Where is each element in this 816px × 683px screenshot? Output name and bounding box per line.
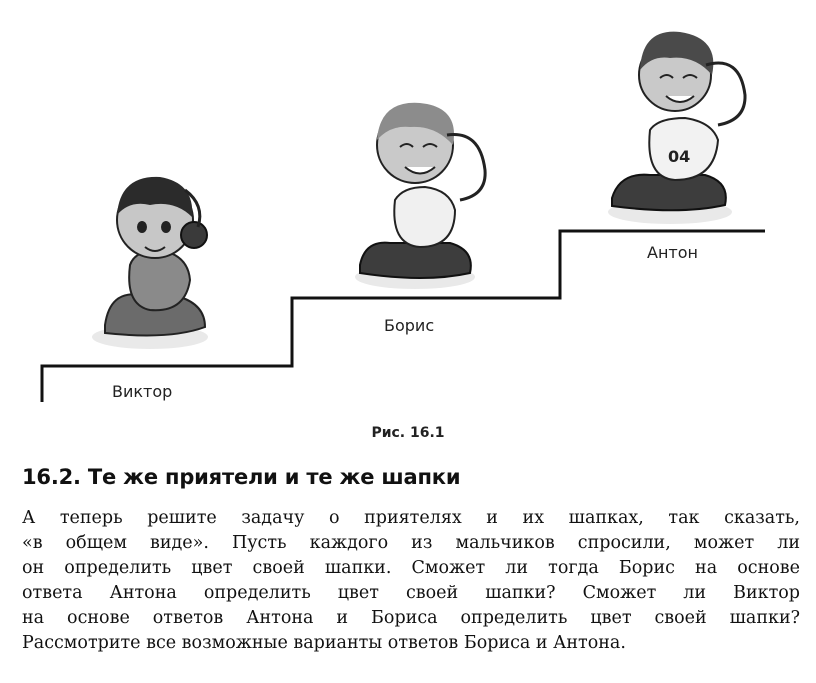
body-line: ответа Антона определить цвет своей шапки? Сможет ли Виктор bbox=[22, 583, 800, 603]
section-body bbox=[22, 506, 800, 656]
boy-viktor-illustration bbox=[92, 177, 208, 349]
body-line: он определить цвет своей шапки. Сможет ли тогда Борис на основе bbox=[22, 558, 800, 578]
label-boris: Борис bbox=[384, 316, 435, 335]
svg-text:04: 04 bbox=[668, 147, 691, 166]
body-line: А теперь решите задачу о приятелях и их шапках, так сказать, bbox=[22, 508, 800, 528]
section-title: 16.2. Те же приятели и те же шапки bbox=[22, 465, 461, 489]
boy-boris-illustration bbox=[355, 103, 485, 289]
label-anton: Антон bbox=[647, 243, 698, 262]
boy-anton-illustration bbox=[608, 32, 745, 224]
body-line: на основе ответов Антона и Бориса определить цвет своей шапки? bbox=[22, 608, 800, 628]
figure-caption: Рис. 16.1 bbox=[371, 425, 445, 441]
label-viktor: Виктор bbox=[112, 382, 173, 401]
body-line: «в общем виде». Пусть каждого из мальчиков спросили, может ли bbox=[22, 533, 800, 553]
body-line: Рассмотрите все возможные варианты ответов Бориса и Антона. bbox=[22, 633, 626, 653]
